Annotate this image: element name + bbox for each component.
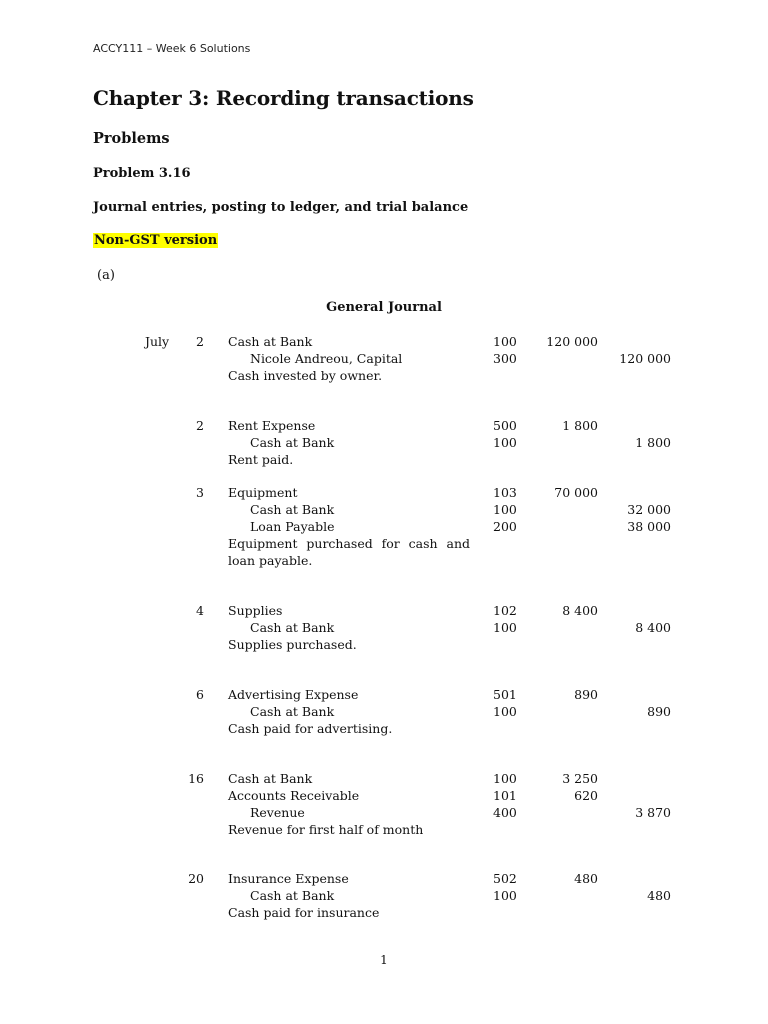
debit-amount: 8 400 <box>562 603 598 618</box>
entry-narration: Cash invested by owner. <box>228 368 383 383</box>
entry-narration: Cash paid for insurance <box>228 905 380 920</box>
credit-amount: 8 400 <box>635 620 671 635</box>
problem-subtitle: Journal entries, posting to ledger, and trial balance <box>93 200 469 215</box>
post-ref: 400 <box>493 805 517 820</box>
post-ref: 200 <box>493 519 517 534</box>
post-ref: 100 <box>493 704 517 719</box>
account-name: Cash at Bank <box>250 620 335 635</box>
entry-day: 3 <box>196 485 204 500</box>
debit-amount: 70 000 <box>554 485 598 500</box>
section-heading: Problems <box>93 130 170 147</box>
page-header: ACCY111 – Week 6 Solutions <box>93 42 251 55</box>
account-name: Cash at Bank <box>250 435 335 450</box>
account-name: Cash at Bank <box>250 704 335 719</box>
debit-amount: 890 <box>574 687 598 702</box>
account-name: Loan Payable <box>250 519 335 534</box>
account-name: Advertising Expense <box>228 687 359 702</box>
entry-day: 16 <box>188 771 204 786</box>
debit-amount: 1 800 <box>562 418 598 433</box>
entry-day: 2 <box>196 418 204 433</box>
account-name: Cash at Bank <box>228 771 313 786</box>
entry-narration: Equipment purchased for cash and loan payable. <box>228 536 470 568</box>
post-ref: 100 <box>493 620 517 635</box>
credit-amount: 32 000 <box>627 502 671 517</box>
post-ref: 502 <box>493 871 517 886</box>
entry-month: July <box>145 334 170 349</box>
post-ref: 100 <box>493 334 517 349</box>
entry-day: 2 <box>196 334 204 349</box>
post-ref: 103 <box>493 485 517 500</box>
account-name: Nicole Andreou, Capital <box>250 351 403 366</box>
post-ref: 100 <box>493 771 517 786</box>
account-name: Supplies <box>228 603 283 618</box>
journal-title: General Journal <box>326 300 442 315</box>
entry-day: 4 <box>196 603 204 618</box>
entry-narration: Revenue for first half of month <box>228 822 424 837</box>
credit-amount: 120 000 <box>619 351 671 366</box>
account-name: Revenue <box>250 805 305 820</box>
debit-amount: 3 250 <box>562 771 598 786</box>
credit-amount: 3 870 <box>635 805 671 820</box>
page-number: 1 <box>380 953 388 967</box>
post-ref: 500 <box>493 418 517 433</box>
debit-amount: 120 000 <box>546 334 598 349</box>
entry-narration: Cash paid for advertising. <box>228 721 393 736</box>
post-ref: 300 <box>493 351 517 366</box>
account-name: Insurance Expense <box>228 871 349 886</box>
account-name: Accounts Receivable <box>228 788 360 803</box>
entry-narration: Supplies purchased. <box>228 637 357 652</box>
account-name: Cash at Bank <box>250 888 335 903</box>
credit-amount: 38 000 <box>627 519 671 534</box>
entry-day: 6 <box>196 687 204 702</box>
entry-narration: Rent paid. <box>228 452 294 467</box>
account-name: Cash at Bank <box>228 334 313 349</box>
post-ref: 501 <box>493 687 517 702</box>
entry-day: 20 <box>188 871 204 886</box>
chapter-title: Chapter 3: Recording transactions <box>93 86 474 110</box>
debit-amount: 620 <box>574 788 598 803</box>
post-ref: 100 <box>493 888 517 903</box>
debit-amount: 480 <box>574 871 598 886</box>
account-name: Equipment <box>228 485 298 500</box>
problem-heading: Problem 3.16 <box>93 166 191 181</box>
post-ref: 100 <box>493 502 517 517</box>
credit-amount: 1 800 <box>635 435 671 450</box>
credit-amount: 480 <box>647 888 671 903</box>
post-ref: 102 <box>493 603 517 618</box>
part-label: (a) <box>97 268 115 283</box>
credit-amount: 890 <box>647 704 671 719</box>
account-name: Rent Expense <box>228 418 316 433</box>
version-label: Non-GST version <box>94 233 218 248</box>
post-ref: 101 <box>493 788 517 803</box>
account-name: Cash at Bank <box>250 502 335 517</box>
post-ref: 100 <box>493 435 517 450</box>
